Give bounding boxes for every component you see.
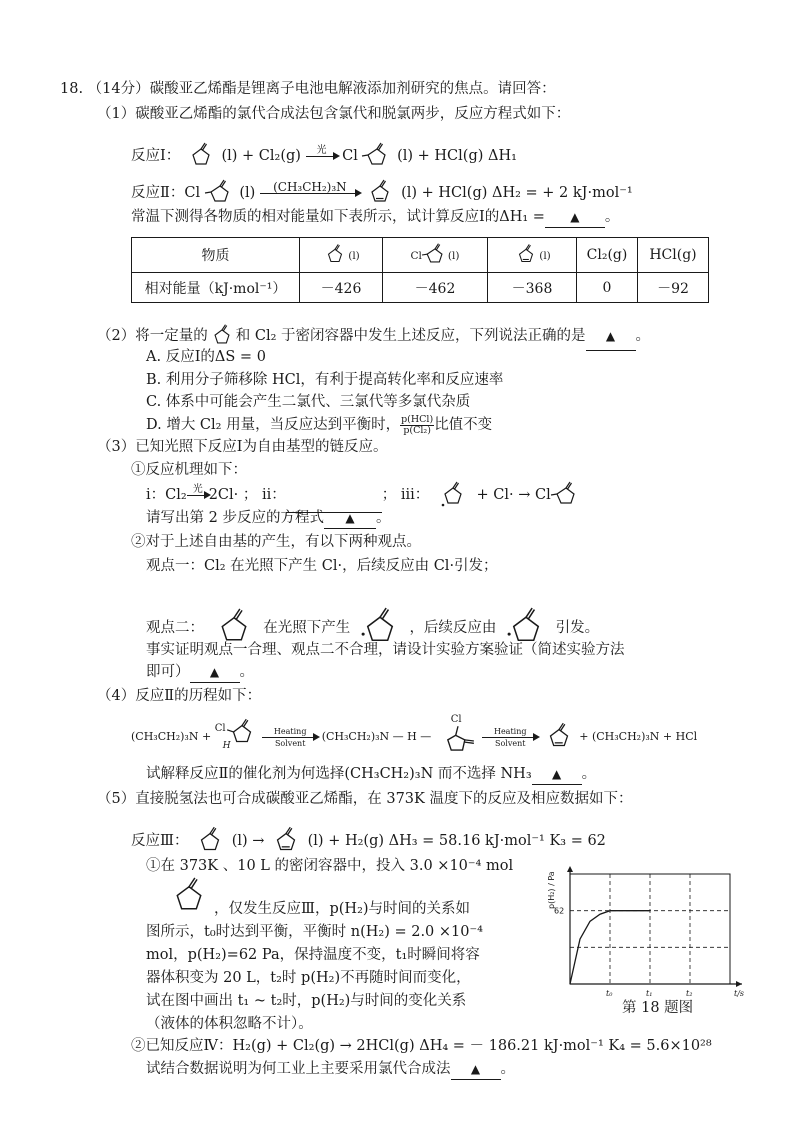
part5-s3: 图所示，t₀时达到平衡，平衡时 n(H₂) = 2.0 ×10⁻⁴ [146,924,483,940]
part1-stem [97,104,570,124]
reaction-3: 反应Ⅲ： (l) → (l) + H₂(g) ΔH₃ = 58.16 kJ·mol⁻¹ K₃ = 62 [131,824,606,858]
part5-s5: 器体积变为 20 L，t₂时 p(H₂)不再随时间而变化， [146,970,471,986]
chloroethylene-carbonate-structure [422,242,448,268]
mechanism-steps: i：Cl₂ 光 2Cl· ； ii： ； iii： + Cl· → Cl [146,478,581,512]
part3-fact: 事实证明观点一合理、观点二不合理，请设计实验方案验证（简述实验方法 [146,642,625,658]
light-arrow [306,145,338,168]
ethylene-carbonate-structure [185,141,217,171]
x-axis-arrow [736,981,742,987]
part3-fact2: 即可） ▲ 。 [146,662,254,683]
part5-s7: （液体的体积忽略不计）。 [146,1016,313,1032]
reaction-2-pathway: (CH₃CH₂)₃N + Cl H Heating Solvent (CH₃CH₂)₃N — H — Cl Heating Solvent + (CH₃CH₂)₃N + HCl [131,712,697,762]
heating-arrow: Heating Solvent [262,726,318,749]
view-one: 观点一：Cl₂ 在光照下产生 Cl·，后续反应由 Cl·引发； [146,558,498,574]
vinylene-carbonate-structure [269,825,303,857]
heating-arrow: Heating Solvent [482,726,538,749]
table-cell: (l) [488,238,577,273]
vinylene-carbonate-structure [364,178,396,208]
part4-stem: （4）反应Ⅱ的历程如下： [97,688,262,704]
reaction-1-label: 反应Ⅰ： [131,148,181,164]
option-a: A. 反应Ⅰ的ΔS = 0 [146,349,266,365]
y-axis-arrow [567,866,573,872]
table-cell: －462 [383,273,488,303]
ethylene-carbonate-structure [322,242,348,268]
chloroethylene-carbonate-structure [225,717,259,749]
question-header [60,79,556,99]
y-axis-label: p(H₂) / Pa [547,871,556,909]
ethylene-carbonate-structure [208,323,236,349]
part5-s1: ①在 373K 、10 L 的密闭容器中，投入 3.0 ×10⁻⁴ mol [146,858,514,874]
option-c: C. 体系中可能会产生二氯代、三氯代等多氯代杂质 [146,394,471,410]
figure-caption: 第 18 题图 [622,1000,694,1016]
x-tick-label: t₀ [606,989,613,998]
table-row [132,273,709,303]
chloro-intermediate: Cl [435,714,479,760]
ethylene-carbonate-structure [193,825,227,857]
reaction-1-reagent: + Cl₂(g) [242,148,301,164]
ethylene-carbonate-structure-large [164,875,214,921]
table-header: HCl(g) [638,238,709,273]
table-cell: Cl (l) [383,238,488,273]
chloroethylene-carbonate-structure [205,178,235,208]
chloroethylene-carbonate-structure [362,141,392,171]
part5-stem: （5）直接脱氢法也可合成碳酸亚乙烯酯，在 373K 温度下的反应及相应数据如下： [97,791,633,807]
table-header: 相对能量（kJ·mol⁻¹） [132,273,300,303]
chloro-label: Cl [184,185,201,201]
ethylene-carbonate-radical-structure [434,478,472,512]
part5-ask: 试结合数据说明为何工业上主要采用氯代合成法 ▲ 。 [146,1059,515,1080]
ethylene-carbonate-structure [164,875,214,919]
part1-label: （1） [97,106,136,122]
reaction-1-products: (l) + HCl(g) ΔH₁ [397,148,517,164]
answer-blank-4[interactable]: ▲ [190,662,240,683]
relative-energy-table [131,237,709,303]
option-b: B. 利用分子筛移除 HCl，有利于提高转化率和反应速率 [146,372,504,388]
part5-s6: 试在图中画出 t₁ ~ t₂时，p(H₂)与时间的变化关系 [146,993,467,1009]
part3-sub1: ①反应机理如下： [131,462,247,478]
part1-question: 常温下测得各物质的相对能量如下表所示，试计算反应Ⅰ的ΔH₁ = ▲ 。 [131,207,619,228]
chloro-label: Cl [342,148,358,164]
answer-blank-6[interactable]: ▲ [451,1059,501,1080]
view-two: 观点二： 在光照下产生 ，后续反应由 引发。 [146,586,599,636]
question-score: （14分） [87,81,150,97]
option-d: D. 增大 Cl₂ 用量，当反应达到平衡时， $\frac{\text{p(HCl)}}{\text{p(Cl₂)}}$ 比值不变 [146,413,493,436]
part1-ask: 常温下测得各物质的相对能量如下表所示，试计算反应Ⅰ的ΔH₁ = [131,209,545,225]
part4-ask: 试解释反应Ⅱ的催化剂为何选择(CH₃CH₂)₃N 而不选择 NH₃ ▲ 。 [146,764,596,785]
answer-blank-1[interactable]: ▲ [545,207,605,228]
pressure-ratio: $\frac{\text{p(HCl)}}{\text{p(Cl₂)}}$ [401,413,434,436]
amine-arrow [260,179,360,205]
vinylene-carbonate-structure [542,721,576,753]
table-cell: (l) [300,238,383,273]
part5-s4: mol，p(H₂)=62 Pa，保持温度不变，t₁时瞬间将容 [146,947,480,963]
table-header: 物质 [132,238,300,273]
reaction-2-state: (l) [239,185,256,201]
answer-blank-3[interactable]: ▲ [324,508,376,529]
intermediate-ring-structure [439,724,477,758]
x-axis-label: t/s [734,989,745,998]
table-header: Cl₂(g) [577,238,638,273]
x-tick-label: t₁ [646,989,653,998]
amine-condition: (CH₃CH₂)₃N [273,179,347,194]
reaction-2 [131,178,633,208]
question-intro: 碳酸亚乙烯酯是锂离子电池电解液添加剂研究的焦点。请回答： [149,81,556,97]
part3-ask: 请写出第 2 步反应的方程式 ▲ 。 [146,508,390,529]
reaction-4: ②已知反应Ⅳ：H₂(g) + Cl₂(g) → 2HCl(g) ΔH₄ = － 186.21 kJ·mol⁻¹ K₄ = 5.6×10²⁸ [131,1038,712,1054]
answer-blank-5[interactable]: ▲ [532,764,582,785]
chloroethylene-carbonate-structure [551,480,581,510]
question-number: 18. [60,81,84,97]
vinylene-carbonate-structure [513,242,539,268]
part1-text: 碳酸亚乙烯酯的氯代合成法包含氯代和脱氯两步，反应方程式如下： [135,106,571,122]
part5-s2: ，仅发生反应Ⅲ，p(H₂)与时间的关系如 [214,901,471,917]
table-cell: －92 [638,273,709,303]
table-cell: －426 [300,273,383,303]
light-condition: 光 [316,144,327,156]
answer-blank-2[interactable]: ▲ [586,322,636,351]
light-arrow: 光 [187,484,209,507]
pressure-time-chart[interactable] [540,862,750,998]
table-cell: －368 [488,273,577,303]
x-tick-label: t₂ [686,989,693,998]
reaction-1-state: (l) [221,148,238,164]
part2-stem: （2）将一定量的 和 Cl₂ 于密闭容器中发生上述反应，下列说法正确的是 ▲ 。 [97,322,650,350]
table-cell: 0 [577,273,638,303]
part3-sub2: ②对于上述自由基的产生，有以下两种观点。 [131,534,421,550]
reaction-1 [131,141,517,171]
part3-stem: （3）已知光照下反应Ⅰ为自由基型的链反应。 [97,439,388,455]
y-tick-label: 62 [554,906,565,916]
table-row [132,238,709,273]
reaction-2-label: 反应Ⅱ： [131,185,185,201]
chloro-carbonate-with-h: Cl H [215,717,259,757]
reaction-2-products: (l) + HCl(g) ΔH₂ = + 2 kJ·mol⁻¹ [401,185,633,201]
